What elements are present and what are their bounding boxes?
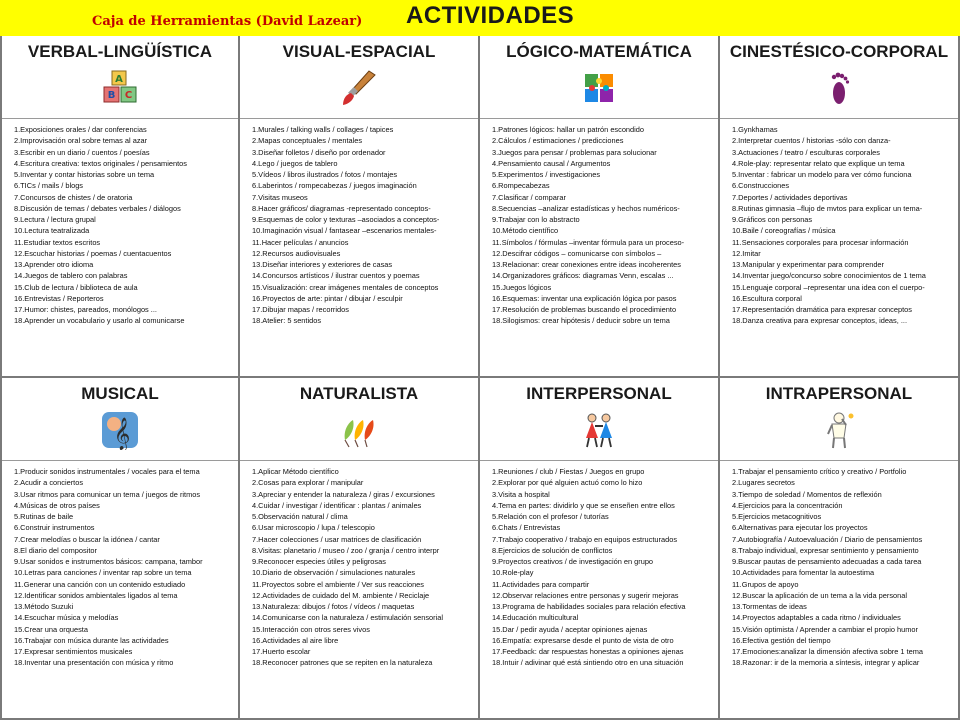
activity-item: 5.Ejercicios metacognitivos <box>732 512 822 521</box>
panel-header <box>720 378 958 461</box>
activity-item: 11.Generar una canción con un contenido estudiado <box>14 579 186 589</box>
activity-item: 6.Alternativas para ejecutar los proyectos <box>732 523 868 533</box>
activity-item: 10.Role-play <box>492 568 534 578</box>
activity-item: 10.Baile / coreografías / música <box>732 226 836 236</box>
intelligence-panel <box>240 36 480 378</box>
activity-item: 9.Lectura / lectura grupal <box>14 215 96 224</box>
activity-item: 1.Exposiciones orales / dar conferencias <box>14 125 147 134</box>
abc-blocks-icon <box>100 68 140 108</box>
activity-item: 1.Patrones lógicos: hallar un patrón escondido <box>492 125 645 134</box>
activity-item: 3.Usar ritmos para comunicar un tema / juegos de ritmos <box>14 489 201 499</box>
activity-item: 9.Trabajar con lo abstracto <box>492 215 580 224</box>
activity-item: 15.Juegos lógicos <box>492 282 552 292</box>
activity-item: 1.Reuniones / club / Fiestas / Juegos en grupo <box>492 467 645 476</box>
intelligence-name: MUSICAL <box>81 384 159 403</box>
activity-item: 2.Interpretar cuentos / historias -sólo con danza- <box>732 136 891 146</box>
activity-item: 5.Experimentos / investigaciones <box>492 170 601 179</box>
activity-item: 18.Reconocer patrones que se repiten en la naturaleza <box>252 658 433 668</box>
activity-item: 15.Visualización: crear imágenes mentales de conceptos <box>252 282 439 292</box>
activity-item: 3.Actuaciones / teatro / esculturas corporales <box>732 147 880 157</box>
activity-item: 16.Entrevistas / Reporteros <box>14 293 104 303</box>
activity-item: 16.Escultura corporal <box>732 293 802 303</box>
activity-item: 5.Inventar y contar historias sobre un tema <box>14 170 155 179</box>
activity-item: 6.Usar microscopio / lupa / telescopio <box>252 523 375 533</box>
activity-list <box>14 124 235 327</box>
activity-item: 4.Músicas de otros países <box>14 500 100 510</box>
page-title: ACTIVIDADES <box>406 2 575 29</box>
activity-item: 5.Inventar : fabricar un modelo para ver cómo funciona <box>732 170 912 179</box>
thinking-person-icon <box>819 410 859 450</box>
activity-item: 15.Dar / pedir ayuda / aceptar opiniones ajenas <box>492 624 648 634</box>
activity-item: 13.Aprender otro idioma <box>14 260 94 269</box>
intelligence-name: INTERPERSONAL <box>526 384 672 403</box>
activity-item: 14.Juegos de tablero con palabras <box>14 271 128 281</box>
activity-item: 7.Deportes / actividades deportivas <box>732 192 848 202</box>
activity-item: 16.Actividades al aire libre <box>252 635 339 645</box>
activity-item: 17.Humor: chistes, pareados, monólogos ... <box>14 305 157 314</box>
activity-item: 7.Crear melodías o buscar la idónea / cantar <box>14 534 160 544</box>
activity-item: 1.Murales / talking walls / collages / tapices <box>252 125 394 134</box>
activity-item: 11.Grupos de apoyo <box>732 579 799 589</box>
activity-item: 8.Rutinas gimnasia –flujo de mvtos para explicar un tema- <box>732 203 923 213</box>
activity-item: 14.Proyectos adaptables a cada ritmo / individuales <box>732 613 901 623</box>
activity-item: 7.Visitas museos <box>252 192 308 202</box>
activity-item: 4.Tema en partes: dividirlo y que se enseñen entre ellos <box>492 500 675 510</box>
activity-item: 11.Sensaciones corporales para procesar información <box>732 237 909 247</box>
activity-item: 9.Esquemas de color y texturas –asociados a conceptos- <box>252 215 440 224</box>
activity-item: 17.Representación dramática para expresar conceptos <box>732 305 912 314</box>
activity-item: 14.Escuchar música y melodías <box>14 613 119 623</box>
activity-item: 10.Método científico <box>492 226 559 236</box>
activity-item: 6.Rompecabezas <box>492 181 550 191</box>
intelligence-panel <box>720 378 960 720</box>
activity-item: 6.TICs / mails / blogs <box>14 181 83 191</box>
activity-item: 10.Lectura teatralizada <box>14 226 90 236</box>
activity-item: 17.Dibujar mapas / recorridos <box>252 305 349 314</box>
activity-item: 14.Comunicarse con la naturaleza / estimulación sensorial <box>252 613 444 623</box>
intelligence-panel <box>480 378 720 720</box>
activity-item: 11.Estudiar textos escritos <box>14 237 101 247</box>
activity-item: 14.Educación multicultural <box>492 613 579 623</box>
activity-item: 17.Feedback: dar respuestas honestas a opiniones ajenas <box>492 647 684 656</box>
activity-item: 15.Crear una orquesta <box>14 624 88 634</box>
activity-item: 10.Diario de observación / simulaciones naturales <box>252 568 416 578</box>
activity-item: 4.Ejercicios para la concentración <box>732 500 843 510</box>
treble-clef-icon <box>100 410 140 450</box>
activity-item: 16.Empatía: expresarse desde el punto de vista de otro <box>492 635 674 645</box>
panel-header <box>720 36 958 119</box>
activity-item: 7.Clasificar / comparar <box>492 192 566 202</box>
activity-list <box>492 466 715 669</box>
activity-item: 3.Escribir en un diario / cuentos / poesías <box>14 147 150 157</box>
intelligence-name: NATURALISTA <box>299 384 419 403</box>
activity-item: 4.Lego / juegos de tablero <box>252 158 338 168</box>
panel-header <box>480 36 718 119</box>
activity-item: 11.Símbolos / fórmulas –inventar fórmula para un proceso- <box>492 237 685 247</box>
svg-text:A: A <box>115 74 123 85</box>
activity-item: 17.Huerto escolar <box>252 647 311 656</box>
activity-item: 14.Inventar juego/concurso sobre conocimientos de 1 tema <box>732 271 926 281</box>
activity-item: 15.Visión optimista / Aprender a cambiar el propio humor <box>732 624 918 634</box>
activity-list <box>732 466 955 669</box>
activity-item: 12.Descifrar códigos – comunicarse con símbolos – <box>492 248 662 258</box>
activity-item: 6.Construir instrumentos <box>14 523 95 533</box>
activity-item: 9.Gráficos con personas <box>732 215 813 224</box>
activity-item: 3.Visita a hospital <box>492 489 550 499</box>
activity-item: 8.Ejercicios de solución de conflictos <box>492 545 613 555</box>
activity-item: 12.Observar relaciones entre personas y sugerir mejoras <box>492 590 679 600</box>
activity-list <box>14 466 235 669</box>
activity-item: 4.Cuidar / investigar / identificar : plantas / animales <box>252 500 422 510</box>
activity-item: 1.Trabajar el pensamiento crítico y creativo / Portfolio <box>732 467 907 476</box>
activity-item: 6.Laberintos / rompecabezas / juegos imaginación <box>252 181 417 191</box>
activity-item: 12.Imitar <box>732 248 761 258</box>
activity-item: 18.Inventar una presentación con música y ritmo <box>14 658 174 668</box>
activity-item: 8.Secuencias –analizar estadísticas y hechos numéricos- <box>492 203 680 213</box>
intelligence-panel <box>720 36 960 378</box>
activity-item: 2.Explorar por qué alguien actuó como lo hizo <box>492 478 643 488</box>
activity-item: 10.Actividades para fomentar la autoestima <box>732 568 875 578</box>
activity-item: 5.Vídeos / libros ilustrados / fotos / montajes <box>252 170 398 179</box>
activity-item: 4.Escritura creativa: textos originales / pensamientos <box>14 158 187 168</box>
activity-item: 2.Acudir a conciertos <box>14 478 84 488</box>
activity-item: 13.Diseñar interiores y exteriores de casas <box>252 260 393 269</box>
panel-header <box>2 36 238 119</box>
activity-list <box>252 466 475 669</box>
activity-item: 1.Producir sonidos instrumentales / vocales para el tema <box>14 467 200 476</box>
activity-item: 14.Concursos artísticos / ilustrar cuentos y poemas <box>252 271 420 281</box>
activity-item: 13.Método Suzuki <box>14 602 74 611</box>
activity-list <box>732 124 955 327</box>
panel-header <box>240 36 478 119</box>
activity-item: 12.Recursos audiovisuales <box>252 248 341 258</box>
panel-header <box>480 378 718 461</box>
activity-item: 12.Actividades de cuidado del M. ambiente / Reciclaje <box>252 590 430 600</box>
activity-item: 17.Expresar sentimientos musicales <box>14 647 133 656</box>
activity-item: 4.Pensamiento causal / Argumentos <box>492 158 611 168</box>
activity-item: 8.El diario del compositor <box>14 545 97 555</box>
activity-item: 3.Tiempo de soledad / Momentos de reflexión <box>732 489 882 499</box>
footprint-icon <box>819 68 859 108</box>
svg-text:C: C <box>124 90 133 101</box>
activity-item: 18.Razonar: ir de la memoria a síntesis, integrar y aplicar <box>732 658 920 668</box>
activity-item: 15.Club de lectura / biblioteca de aula <box>14 282 138 292</box>
intelligence-panel <box>0 378 240 720</box>
activity-item: 13.Naturaleza: dibujos / fotos / vídeos / maquetas <box>252 602 415 611</box>
activity-item: 7.Hacer colecciones / usar matrices de clasificación <box>252 534 422 544</box>
svg-text:𝄞: 𝄞 <box>113 417 131 450</box>
activity-item: 11.Actividades para compartir <box>492 579 590 589</box>
activity-item: 18.Silogismos: crear hipótesis / deducir sobre un tema <box>492 316 670 326</box>
activity-item: 18.Danza creativa para expresar conceptos, ideas, ... <box>732 316 908 326</box>
activity-item: 7.Concursos de chistes / de oratoria <box>14 192 133 202</box>
toolbox-title: Caja de Herramientas (David Lazear) <box>92 14 363 29</box>
activity-item: 14.Organizadores gráficos: diagramas Venn, escalas ... <box>492 271 674 281</box>
activity-item: 3.Diseñar folletos / diseño por ordenador <box>252 147 386 157</box>
activity-item: 13.Programa de habilidades sociales para relación efectiva <box>492 602 686 611</box>
activity-item: 9.Buscar pautas de pensamiento adecuadas a cada tarea <box>732 557 922 566</box>
title-bar <box>0 0 960 36</box>
puzzle-cube-icon <box>579 68 619 108</box>
activity-item: 1.Gynkhamas <box>732 125 778 134</box>
activity-item: 5.Relación con el profesor / tutorías <box>492 512 609 521</box>
activity-item: 12.Identificar sonidos ambientales ligados al tema <box>14 590 178 600</box>
activity-item: 16.Efectiva gestión del tiempo <box>732 635 831 645</box>
activity-item: 18.Intuir / adivinar qué está sintiendo otro en una situación <box>492 658 684 668</box>
activity-item: 17.Emociones:analizar la dimensión afectiva sobre 1 tema <box>732 647 924 656</box>
activity-item: 13.Tormentas de ideas <box>732 602 807 611</box>
activity-item: 6.Construcciones <box>732 181 790 191</box>
intelligence-panel <box>480 36 720 378</box>
activity-item: 2.Lugares secretos <box>732 478 795 488</box>
activity-item: 9.Usar sonidos e instrumentos básicos: campana, tambor <box>14 557 203 566</box>
intelligence-name: VERBAL-LINGÜÍSTICA <box>27 42 213 61</box>
activity-item: 3.Apreciar y entender la naturaleza / giras / excursiones <box>252 489 435 499</box>
intelligence-name: LÓGICO-MATEMÁTICA <box>506 42 692 61</box>
activity-item: 2.Mapas conceptuales / mentales <box>252 136 363 146</box>
activity-item: 8.Visitas: planetario / museo / zoo / granja / centro interpr <box>252 545 440 555</box>
activity-list <box>252 124 475 327</box>
activity-item: 8.Trabajo individual, expresar sentimiento y pensamiento <box>732 545 919 555</box>
activity-item: 4.Role-play: representar relato que explique un tema <box>732 158 905 168</box>
activity-item: 10.Imaginación visual / fantasear –escenarios mentales- <box>252 226 437 236</box>
activity-item: 5.Rutinas de baile <box>14 512 74 521</box>
activity-item: 11.Hacer películas / anuncios <box>252 237 349 247</box>
intelligence-panel <box>0 36 240 378</box>
activity-item: 5.Observación natural / clima <box>252 512 348 521</box>
intelligence-panel <box>240 378 480 720</box>
activity-item: 18.Aprender un vocabulario y usarlo al comunicarse <box>14 316 185 326</box>
activity-item: 2.Cálculos / estimaciones / predicciones <box>492 136 624 146</box>
panel-header <box>2 378 238 461</box>
svg-text:B: B <box>107 90 116 101</box>
activity-item: 2.Improvisación oral sobre temas al azar <box>14 136 148 146</box>
activity-item: 9.Proyectos creativos / de investigación en grupo <box>492 557 654 566</box>
intelligence-name: CINESTÉSICO-CORPORAL <box>729 42 949 61</box>
dancing-people-icon <box>579 410 619 450</box>
activity-item: 17.Resolución de problemas buscando el procedimiento <box>492 305 677 314</box>
leaves-icon <box>339 410 379 450</box>
activity-item: 6.Chats / Entrevistas <box>492 523 561 533</box>
paintbrush-icon <box>339 68 379 108</box>
activity-item: 2.Cosas para explorar / manipular <box>252 478 364 488</box>
activity-item: 15.Interacción con otros seres vivos <box>252 624 370 634</box>
activity-item: 16.Esquemas: inventar una explicación lógica por pasos <box>492 293 677 303</box>
activity-item: 1.Aplicar Método científico <box>252 467 339 476</box>
intelligences-grid <box>0 36 960 720</box>
panel-header <box>240 378 478 461</box>
activity-item: 12.Escuchar historias / poemas / cuentacuentos <box>14 248 172 258</box>
activity-list <box>492 124 715 327</box>
intelligence-name: INTRAPERSONAL <box>765 384 913 403</box>
activity-item: 11.Proyectos sobre el ambiente / Ver sus reacciones <box>252 579 424 589</box>
activity-item: 7.Trabajo cooperativo / trabajo en equipos estructurados <box>492 534 678 544</box>
intelligence-name: VISUAL-ESPACIAL <box>282 42 436 61</box>
activity-item: 15.Lenguaje corporal –representar una idea con el cuerpo- <box>732 282 925 292</box>
activity-item: 16.Trabajar con música durante las actividades <box>14 635 169 645</box>
activity-item: 18.Atelier: 5 sentidos <box>252 316 322 326</box>
activity-item: 8.Discusión de temas / debates verbales / diálogos <box>14 203 181 213</box>
activity-item: 13.Relacionar: crear conexiones entre ideas incoherentes <box>492 260 681 269</box>
activity-item: 16.Proyectos de arte: pintar / dibujar / esculpir <box>252 293 403 303</box>
activity-item: 9.Reconocer especies útiles y peligrosas <box>252 557 386 566</box>
activity-item: 8.Hacer gráficos/ diagramas -representado conceptos- <box>252 203 431 213</box>
activity-item: 7.Autobiografía / Autoevaluación / Diario de pensamientos <box>732 534 923 544</box>
activity-item: 12.Buscar la aplicación de un tema a la vida personal <box>732 590 908 600</box>
activity-item: 13.Manipular y experimentar para comprender <box>732 260 884 269</box>
activity-item: 10.Letras para canciones / inventar rap sobre un tema <box>14 568 192 578</box>
activity-item: 3.Juegos para pensar / problemas para solucionar <box>492 147 657 157</box>
